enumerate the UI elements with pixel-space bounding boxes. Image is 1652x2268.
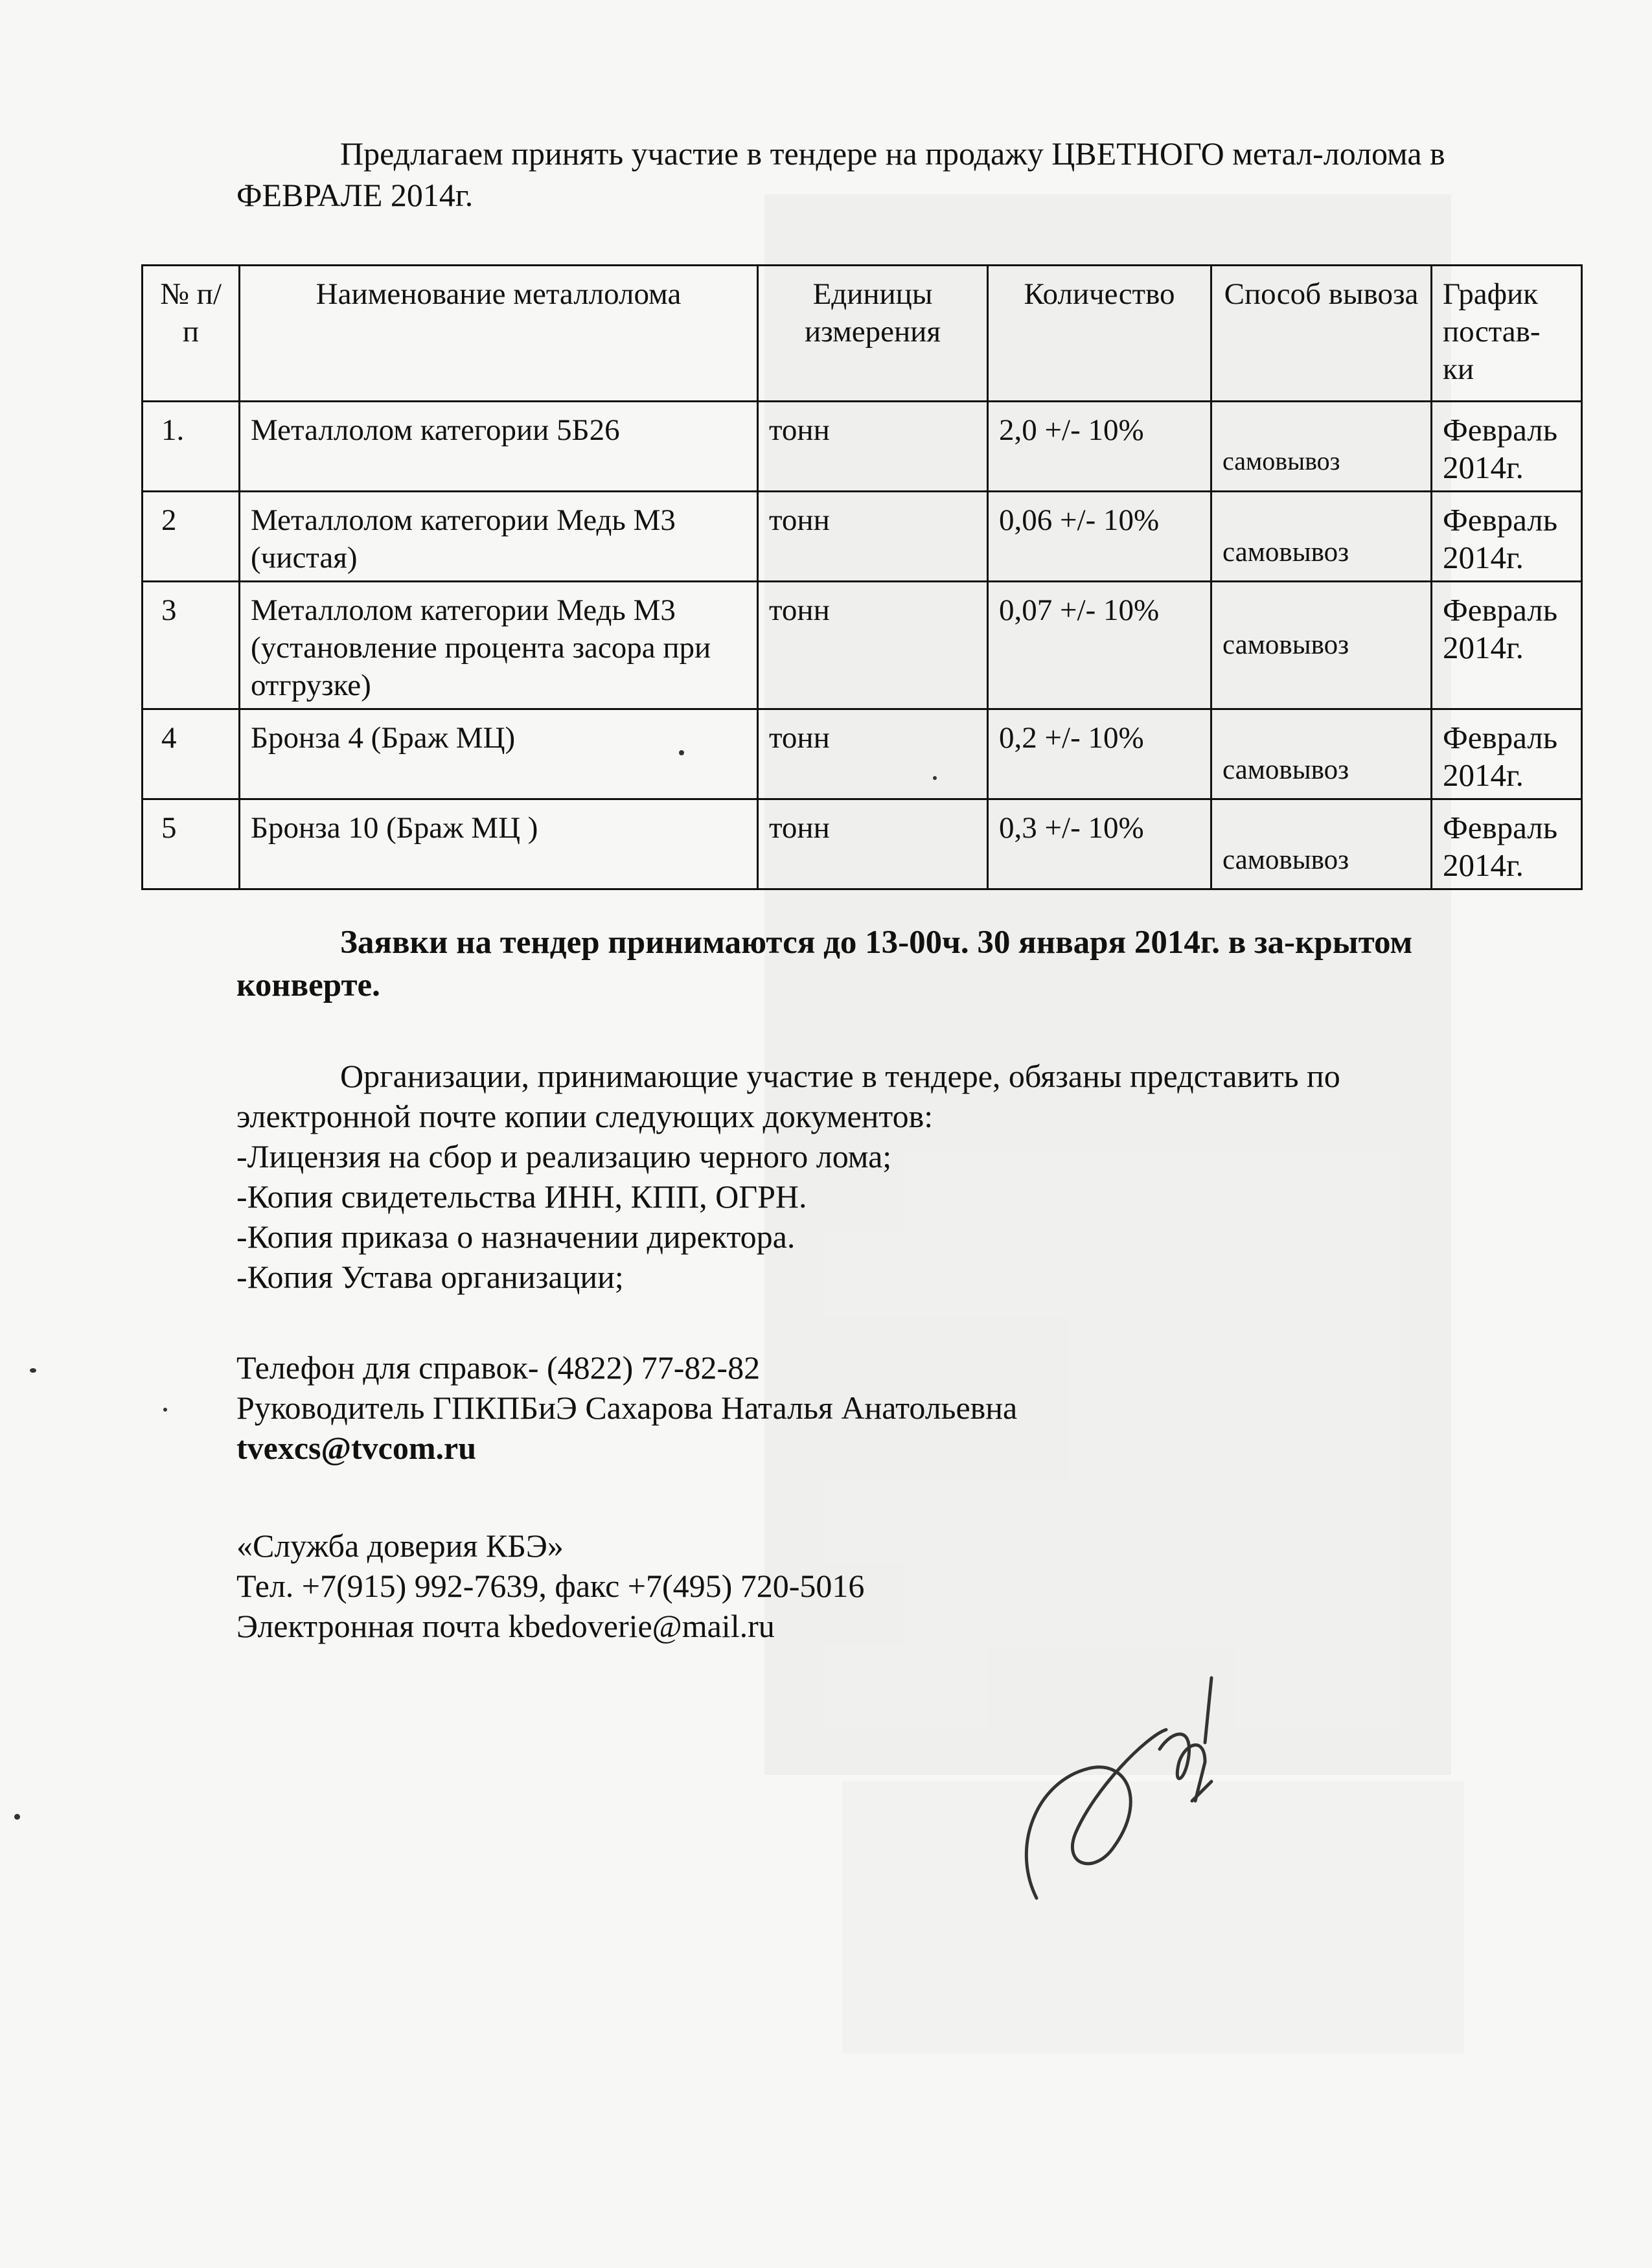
cell-unit: тонн	[758, 709, 988, 799]
scan-speck	[14, 1814, 20, 1820]
cell-unit: тонн	[758, 799, 988, 889]
cell-method: самовывоз	[1211, 709, 1432, 799]
col-header-schedule: График постав-ки	[1432, 266, 1582, 402]
cell-unit: тонн	[758, 402, 988, 492]
hotline-block	[236, 1526, 1506, 1646]
contacts-block	[236, 1347, 1506, 1468]
col-header-qty: Количество	[988, 266, 1211, 402]
cell-method: самовывоз	[1211, 402, 1432, 492]
signature-image	[998, 1652, 1270, 1924]
table-row	[143, 799, 1582, 889]
col-header-num: № п/п	[143, 266, 240, 402]
cell-method: самовывоз	[1211, 799, 1432, 889]
table-row	[143, 582, 1582, 709]
cell-unit: тонн	[758, 582, 988, 709]
cell-num: 1.	[143, 402, 240, 492]
contact-email: tvexcs@tvcom.ru	[236, 1430, 476, 1466]
cell-schedule: Февраль 2014г.	[1432, 492, 1582, 582]
cell-name: Металлолом категории Медь М3 (чистая)	[240, 492, 758, 582]
cell-name: Металлолом категории 5Б26	[240, 402, 758, 492]
cell-name: Бронза 4 (Браж МЦ)	[240, 709, 758, 799]
col-header-name: Наименование металлолома	[240, 266, 758, 402]
hotline-phones: Тел. +7(915) 992-7639, факс +7(495) 720-5016	[236, 1568, 865, 1604]
cell-num: 4	[143, 709, 240, 799]
cell-num: 5	[143, 799, 240, 889]
table-row	[143, 402, 1582, 492]
cell-schedule: Февраль 2014г.	[1432, 402, 1582, 492]
requirement-item: -Копия приказа о назначении директора.	[236, 1219, 796, 1255]
requirement-item: -Копия свидетельства ИНН, КПП, ОГРН.	[236, 1178, 807, 1215]
scan-speck	[30, 1368, 36, 1373]
cell-schedule: Февраль 2014г.	[1432, 582, 1582, 709]
contact-phone: Телефон для справок- (4822) 77-82-82	[236, 1349, 761, 1386]
scan-speck	[163, 1408, 167, 1412]
hotline-email: Электронная почта kbedoverie@mail.ru	[236, 1608, 775, 1644]
cell-schedule: Февраль 2014г.	[1432, 799, 1582, 889]
cell-qty: 2,0 +/- 10%	[988, 402, 1211, 492]
requirements-lead: Организации, принимающие участие в тендере, обязаны представить по электронной почте копии следующих документов:	[236, 1058, 1340, 1134]
scan-speck	[679, 750, 684, 755]
cell-num: 2	[143, 492, 240, 582]
cell-unit: тонн	[758, 492, 988, 582]
cell-qty: 0,3 +/- 10%	[988, 799, 1211, 889]
col-header-unit: Единицы измерения	[758, 266, 988, 402]
cell-method: самовывоз	[1211, 582, 1432, 709]
requirement-item: -Лицензия на сбор и реализацию черного лома;	[236, 1138, 892, 1174]
cell-qty: 0,06 +/- 10%	[988, 492, 1211, 582]
hotline-title: «Служба доверия КБЭ»	[236, 1528, 564, 1564]
cell-num: 3	[143, 582, 240, 709]
requirements-block	[236, 1056, 1506, 1297]
cell-name: Бронза 10 (Браж МЦ )	[240, 799, 758, 889]
table-header-row	[143, 266, 1582, 402]
col-header-method: Способ вывоза	[1211, 266, 1432, 402]
deadline-paragraph: Заявки на тендер принимаются до 13-00ч. 30 января 2014г. в за-крытом конверте.	[236, 924, 1413, 1003]
cell-qty: 0,2 +/- 10%	[988, 709, 1211, 799]
table-row	[143, 709, 1582, 799]
cell-schedule: Февраль 2014г.	[1432, 709, 1582, 799]
intro-paragraph: Предлагаем принять участие в тендере на продажу ЦВЕТНОГО метал-лолома в ФЕВРАЛЕ 2014г.	[236, 135, 1445, 213]
scan-speck	[933, 776, 937, 780]
contact-head: Руководитель ГПКПБиЭ Сахарова Наталья Анатольевна	[236, 1390, 1018, 1426]
table-row	[143, 492, 1582, 582]
requirement-item: -Копия Устава организации;	[236, 1259, 624, 1295]
cell-method: самовывоз	[1211, 492, 1432, 582]
scrap-table	[141, 264, 1583, 890]
cell-name: Металлолом категории Медь М3 (установление процента засора при отгрузке)	[240, 582, 758, 709]
cell-qty: 0,07 +/- 10%	[988, 582, 1211, 709]
